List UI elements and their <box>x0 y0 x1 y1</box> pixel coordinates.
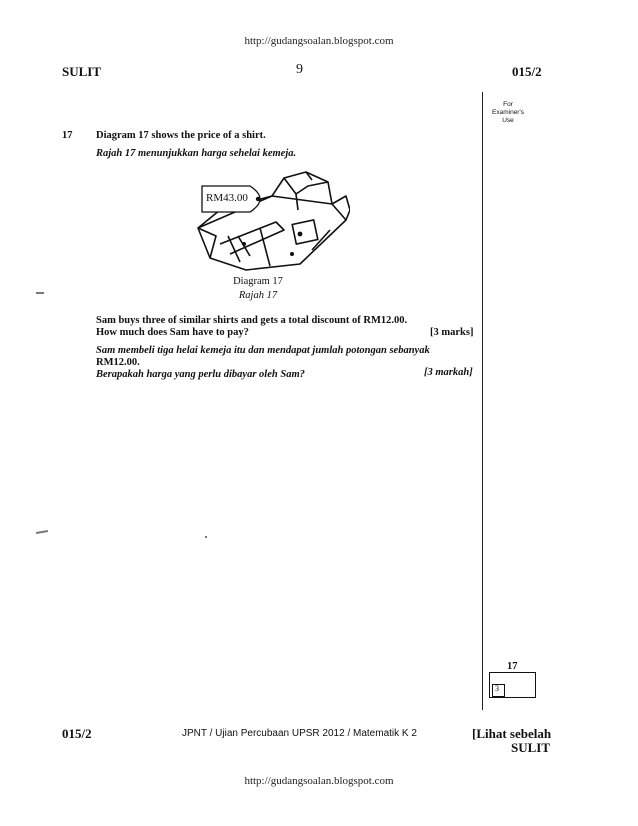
max-marks: 3 <box>495 684 499 693</box>
examiner-label-line2: Examiner's <box>492 109 524 116</box>
footer-paper-code: 015/2 <box>62 726 92 741</box>
diagram-caption-en: Diagram 17 <box>233 276 283 287</box>
scan-mark <box>205 536 207 538</box>
shirt-illustration <box>180 166 350 272</box>
examiner-use-label <box>488 101 528 125</box>
examiner-margin-line <box>482 92 483 710</box>
page-number: 9 <box>296 62 303 77</box>
diagram-caption-ms: Rajah 17 <box>238 290 278 301</box>
question-intro-ms: Rajah 17 menunjukkan harga sehelai kemeja. <box>96 148 297 159</box>
scan-mark <box>36 530 48 534</box>
classification-label: SULIT <box>62 64 102 79</box>
question-intro-en: Diagram 17 shows the price of a shirt. <box>96 130 266 141</box>
examiner-label-line3: Use <box>502 117 514 124</box>
scan-mark <box>36 292 44 294</box>
question-number: 17 <box>62 130 73 141</box>
marks-ms: [3 markah] <box>424 367 473 378</box>
question-body-en-2: How much does Sam have to pay? <box>96 327 249 338</box>
question-body-ms-2: RM12.00. <box>96 357 140 368</box>
footer-classification: SULIT <box>511 740 551 755</box>
question-body-ms-3: Berapakah harga yang perlu dibayar oleh Sam? <box>96 369 305 380</box>
score-question-number: 17 <box>507 661 518 672</box>
footer-title: JPNT / Ujian Percubaan UPSR 2012 / Matematik K 2 <box>182 728 417 739</box>
source-url-bottom: http://gudangsoalan.blogspot.com <box>244 775 394 787</box>
footer-turn-page: [Lihat sebelah <box>472 726 552 741</box>
question-body-ms-1: Sam membeli tiga helai kemeja itu dan mendapat jumlah potongan sebanyak <box>96 345 430 356</box>
price-tag-text: RM43.00 <box>206 192 248 204</box>
paper-code: 015/2 <box>512 64 542 79</box>
question-body-en-1: Sam buys three of similar shirts and gets a total discount of RM12.00. <box>96 315 408 326</box>
marks-en: [3 marks] <box>430 327 474 338</box>
source-url-top: http://gudangsoalan.blogspot.com <box>244 35 394 47</box>
examiner-label-line1: For <box>503 101 513 108</box>
